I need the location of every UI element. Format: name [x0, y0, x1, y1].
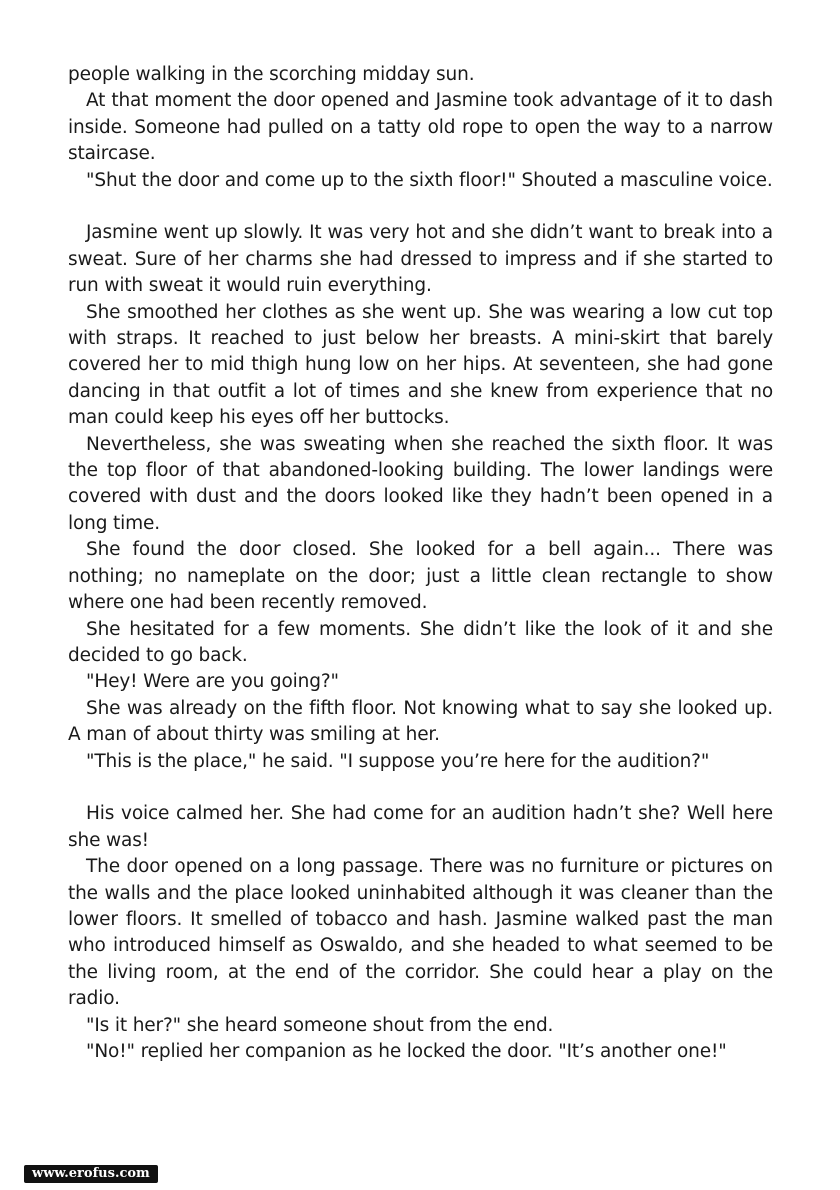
- section-gap: [68, 194, 773, 220]
- paragraph: The door opened on a long passage. There was no furniture or pictures on the walls and the place looked uninhabited although it was cleaner than the lower floors. It smelled of tobacco and hash. Jasmine walked past the man who introduced himself as Oswaldo, and she headed to what seemed to be the living room, at the end of the corridor. She could hear a play on the radio.: [68, 856, 773, 1010]
- paragraph: She found the door closed. She looked for a bell again... There was nothing; no nameplate on the door; just a little clean rectangle to show where one had been recently removed.: [68, 539, 773, 614]
- paragraph: Jasmine went up slowly. It was very hot and she didn’t want to break into a sweat. Sure of her charms she had dressed to impress and if she started to run with sweat it would ruin everything.: [68, 222, 773, 297]
- paragraph: "Is it her?" she heard someone shout from the end.: [86, 1014, 554, 1036]
- paragraph: people walking in the scorching midday sun.: [68, 64, 475, 85]
- section-gap: [68, 775, 773, 801]
- watermark: www.erofus.com: [24, 1165, 158, 1183]
- paragraph: "Hey! Were are you going?": [86, 671, 339, 693]
- paragraph: She was already on the fifth floor. Not knowing what to say she looked up. A man of about thirty was smiling at her.: [68, 697, 773, 746]
- page-text: [68, 62, 773, 1065]
- paragraph: She smoothed her clothes as she went up. She was wearing a low cut top with straps. It reached to just below her breasts. A mini-skirt that barely covered her to mid thigh hung low on her hips. At seventeen, she had gone dancing in that outfit a lot of times and she knew from experience that no man could keep his eyes off her buttocks.: [68, 301, 773, 429]
- paragraph: She hesitated for a few moments. She didn’t like the look of it and she decided to go back.: [68, 618, 773, 666]
- paragraph: "Shut the door and come up to the sixth floor!" Shouted a masculine voice.: [86, 169, 773, 191]
- paragraph: Nevertheless, she was sweating when she reached the sixth floor. It was the top floor of that abandoned-looking building. The lower landings were covered with dust and the doors looked like they hadn’t been opened in a long time.: [68, 433, 773, 534]
- paragraph: "This is the place," he said. "I suppose you’re here for the audition?": [86, 750, 710, 772]
- paragraph: His voice calmed her. She had come for an audition hadn’t she? Well here she was!: [68, 803, 773, 851]
- paragraph: "No!" replied her companion as he locked the door. "It’s another one!": [86, 1041, 727, 1062]
- paragraph: At that moment the door opened and Jasmine took advantage of it to dash inside. Someone had pulled on a tatty old rope to open the way to a narrow staircase.: [68, 90, 773, 165]
